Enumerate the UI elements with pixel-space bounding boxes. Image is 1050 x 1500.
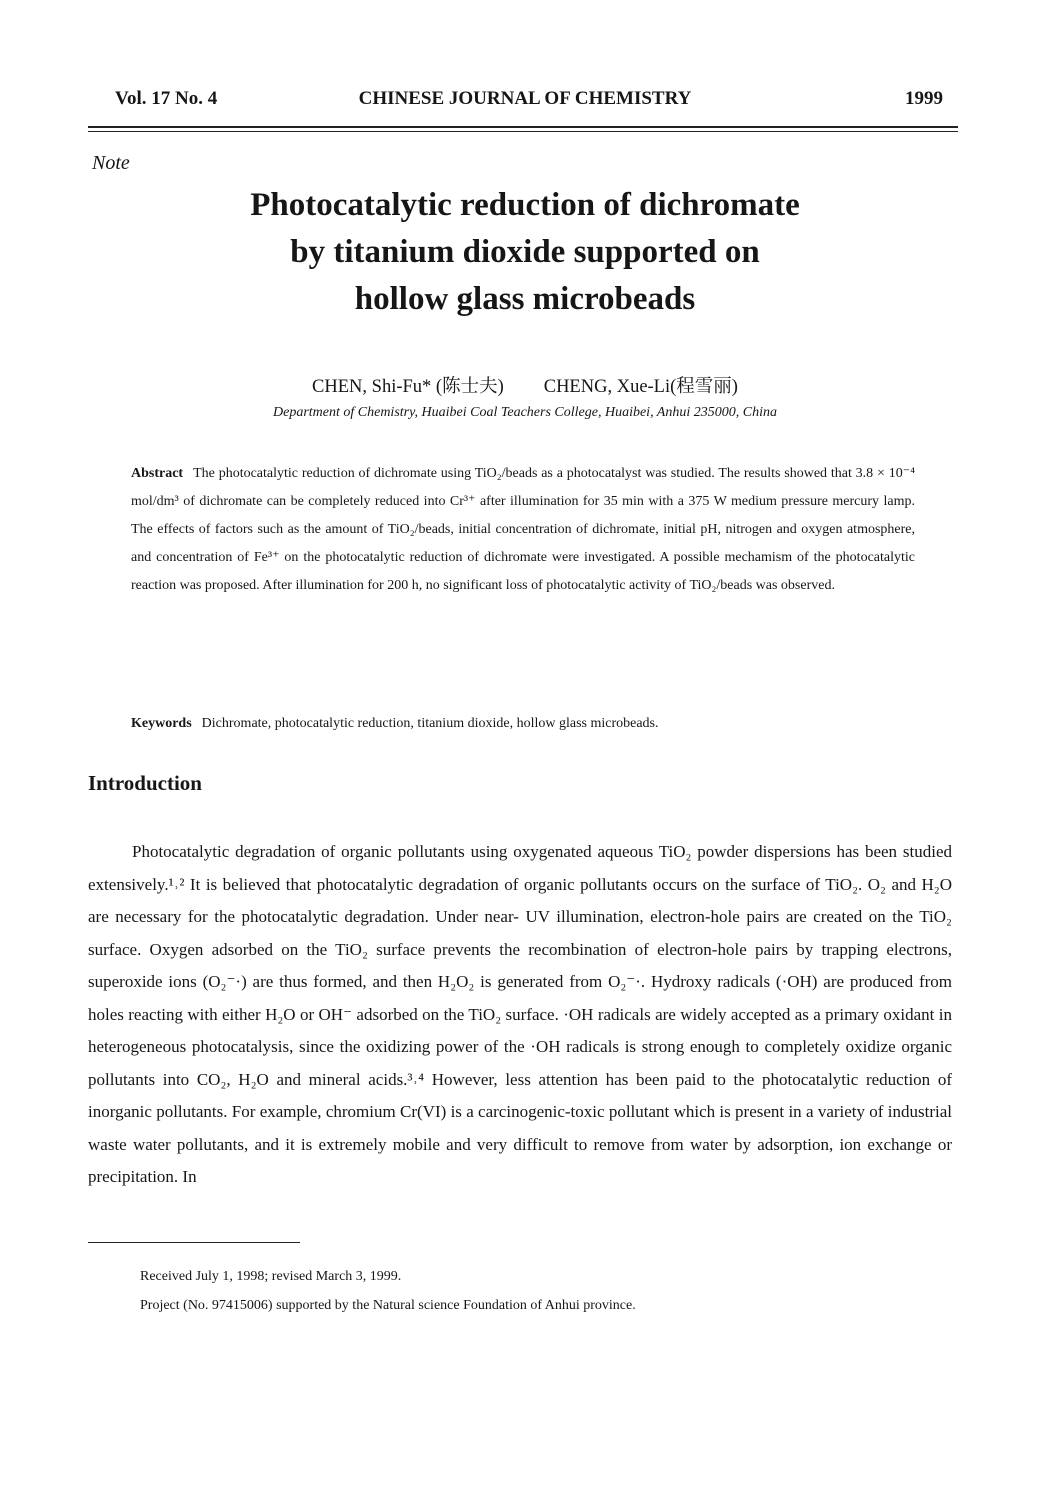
intro-paragraph: Photocatalytic degradation of organic pollutants using oxygenated aqueous TiO₂ powder dispersions has been studied extensively.¹˒² It is believed that photocatalytic degradation of organic pollutants occurs on the surface of TiO₂. O₂ and H₂O are necessary for the photocatalytic degradation. Under near- UV illumination, electron-hole pairs are created on the TiO₂ surface. Oxygen adsorbed on the TiO₂ surface prevents the recombination of electron-hole pairs by trapping electrons, superoxide ions (O₂⁻·) are thus formed, and then H₂O₂ is generated from O₂⁻·. Hydroxy radicals (·OH) are produced from holes reacting with either H₂O or OH⁻ adsorbed on the TiO₂ surface. ·OH radicals are widely accepted as a primary oxidant in heterogeneous photocatalysis, since the oxidizing power of the ·OH radicals is strong enough to completely oxidize organic pollutants into CO₂, H₂O and mineral acids.³˒⁴ However, less attention has been paid to the photocatalytic reduction of inorganic pollutants. For example, chromium Cr(VI) is a carcinogenic-toxic pollutant which is present in a variety of industrial waste water pollutants, and it is extremely mobile and very difficult to remove from water by adsorption, ion exchange or precipitation. In [88,842,952,1186]
footnote-project: Project (No. 97415006) supported by the Natural science Foundation of Anhui province. [140,1298,636,1313]
author-2: CHENG, Xue-Li(程雪丽) [543,377,738,397]
keywords-text: Dichromate, photocatalytic reduction, titanium dioxide, hollow glass microbeads. [201,716,659,731]
journal-year: 1999 [905,88,943,109]
footnote-received: Received July 1, 1998; revised March 3, 1999. [140,1269,402,1284]
title-line: Photocatalytic reduction of dichromate [250,187,800,223]
article-title [0,182,1050,323]
author-list [0,372,1050,398]
footnote-rule [88,1242,300,1243]
author-1: CHEN, Shi-Fu* (陈士夫) [312,377,504,397]
affiliation: Department of Chemistry, Huaibei Coal Teachers College, Huaibei, Anhui 235000, China [273,405,777,420]
keywords-block [131,716,915,732]
abstract-text: The photocatalytic reduction of dichromate using TiO₂/beads as a photocatalyst was studied. The results showed that 3.8 × 10⁻⁴ mol/dm³ of dichromate can be completely reduced into Cr³⁺ after illumination for 35 min with a 375 W medium pressure mercury lamp. The effects of factors such as the amount of TiO₂/beads, initial concentration of dichromate, initial pH, nitrogen and oxygen atmosphere, and concentration of Fe³⁺ on the photocatalytic reduction of dichromate were investigated. A possible mechamism of the photocatalytic reaction was proposed. After illumination for 200 h, no significant loss of photocatalytic activity of TiO₂/beads was observed. [131,466,915,593]
journal-volume: Vol. 17 No. 4 [115,88,218,109]
header-rule-thin [88,131,958,132]
abstract-block [131,460,915,600]
keywords-label: Keywords [131,716,192,731]
abstract-label: Abstract [131,466,184,481]
article-type: Note [92,152,130,174]
title-line: hollow glass microbeads [354,281,696,317]
journal-name: CHINESE JOURNAL OF CHEMISTRY [358,88,692,109]
title-line: by titanium dioxide supported on [290,234,760,270]
header-rule-thick [88,126,958,128]
section-heading: Introduction [88,771,202,795]
